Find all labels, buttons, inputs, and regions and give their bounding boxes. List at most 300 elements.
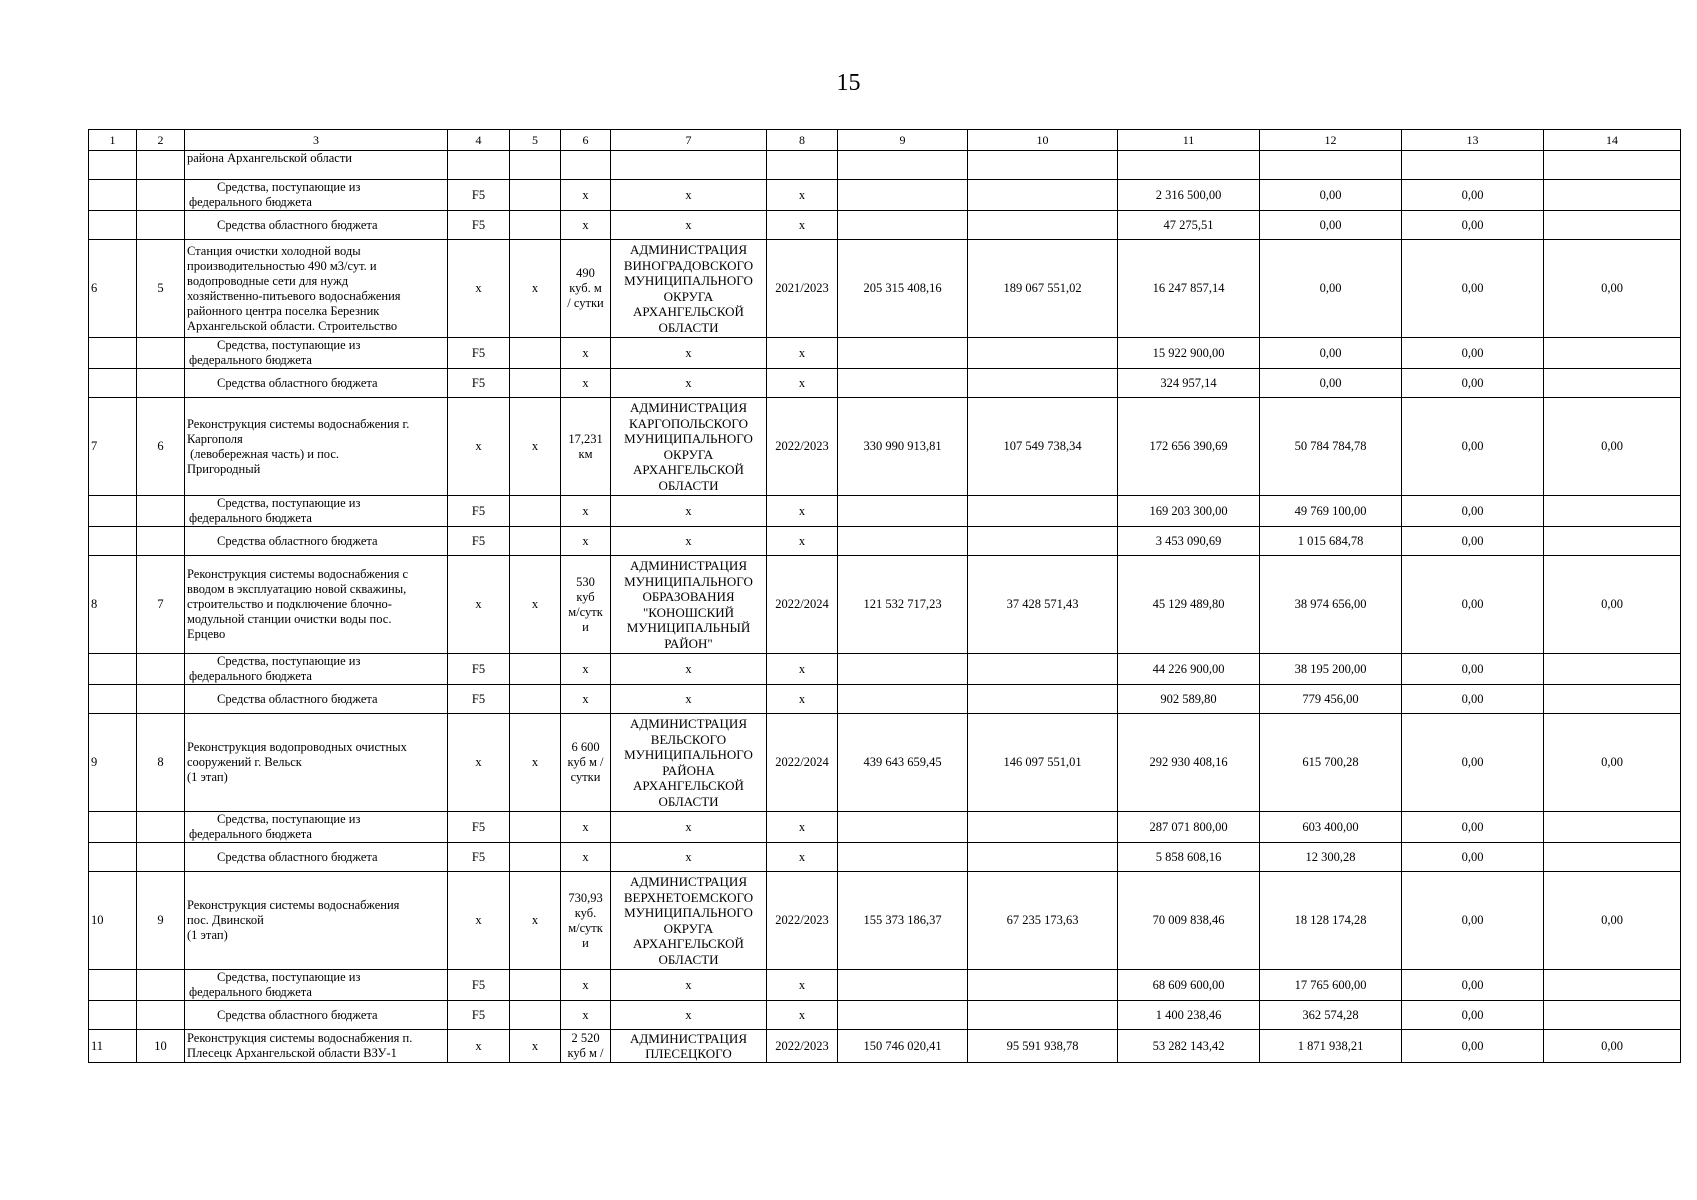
period: х	[767, 527, 838, 556]
row-number	[89, 338, 137, 369]
amount-col-12: 38 974 656,00	[1260, 556, 1402, 654]
object-name	[185, 398, 448, 496]
col-5	[510, 527, 561, 556]
amount-col-12: 1 015 684,78	[1260, 527, 1402, 556]
period: х	[767, 970, 838, 1001]
amount-col-11: 53 282 143,42	[1118, 1030, 1260, 1063]
object-name: Средства областного бюджета	[185, 527, 448, 556]
header-cell: 12	[1260, 130, 1402, 151]
object-name-line: Ерцево	[187, 627, 226, 641]
customer	[611, 240, 767, 338]
customer-line: ОКРУГА	[663, 288, 714, 304]
amount-col-14	[1544, 180, 1681, 211]
object-name-line: Каргополя	[187, 431, 243, 446]
amount-col-13: 0,00	[1402, 527, 1544, 556]
capacity: х	[561, 180, 611, 211]
amount-col-11: 3 453 090,69	[1118, 527, 1260, 556]
customer: х	[611, 843, 767, 872]
object-name-line: строительство и подключение блочно-	[187, 597, 392, 611]
amount-col-12: 615 700,28	[1260, 714, 1402, 812]
object-name	[185, 654, 448, 685]
amount-col-14	[1544, 843, 1681, 872]
customer	[611, 872, 767, 970]
customer-line: КАРГОПОЛЬСКОГО	[629, 415, 748, 431]
object-number: 8	[137, 714, 185, 812]
amount-col-11: 1 400 238,46	[1118, 1001, 1260, 1030]
total-cost	[838, 812, 968, 843]
total-cost: 439 643 659,45	[838, 714, 968, 812]
row-number	[89, 812, 137, 843]
amount-col-12: 0,00	[1260, 338, 1402, 369]
capacity: х	[561, 211, 611, 240]
amount-col-12: 18 128 174,28	[1260, 872, 1402, 970]
amount-col-13: 0,00	[1402, 556, 1544, 654]
amount-col-14	[1544, 527, 1681, 556]
amount-col-12: 38 195 200,00	[1260, 654, 1402, 685]
object-name-line: водопроводные сети для нужд	[187, 273, 349, 288]
object-name	[185, 556, 448, 654]
funding-source-label: Средства, поступающие из	[217, 654, 361, 668]
period: 2021/2023	[767, 240, 838, 338]
continuation-row	[89, 151, 1681, 180]
amount-col-13: 0,00	[1402, 338, 1544, 369]
object-number	[137, 211, 185, 240]
total-cost	[838, 496, 968, 527]
code: F5	[448, 812, 510, 843]
code: х	[448, 556, 510, 654]
code	[448, 151, 510, 180]
period: 2022/2023	[767, 398, 838, 496]
total-cost	[838, 369, 968, 398]
object-name-line: вводом в эксплуатацию новой скважины,	[187, 582, 407, 596]
customer-line: ВЕЛЬСКОГО	[650, 731, 727, 747]
col-5	[510, 685, 561, 714]
code: F5	[448, 496, 510, 527]
total-cost	[838, 843, 968, 872]
amount-col-13: 0,00	[1402, 496, 1544, 527]
row-number	[89, 843, 137, 872]
row-number	[89, 685, 137, 714]
total-cost: 121 532 717,23	[838, 556, 968, 654]
amount-col-14: 0,00	[1544, 398, 1681, 496]
object-number	[137, 369, 185, 398]
total-cost	[838, 654, 968, 685]
object-name: Средства областного бюджета	[185, 1001, 448, 1030]
amount-col-12: 12 300,28	[1260, 843, 1402, 872]
amount-col-11: 70 009 838,46	[1118, 872, 1260, 970]
amount-col-11	[1118, 151, 1260, 180]
amount-col-14	[1544, 496, 1681, 527]
object-name: Средства областного бюджета	[185, 685, 448, 714]
total-cost	[838, 685, 968, 714]
object-name-line: Реконструкция системы водоснабжения с	[187, 567, 409, 581]
object-number	[137, 527, 185, 556]
customer-line: ОБЛАСТИ	[658, 319, 719, 335]
customer: х	[611, 1001, 767, 1030]
row-number: 11	[89, 1030, 137, 1063]
amount-col-11: 324 957,14	[1118, 369, 1260, 398]
total-cost	[838, 211, 968, 240]
customer-line: ВЕРХНЕТОЕМСКОГО	[623, 889, 754, 905]
period: х	[767, 496, 838, 527]
amount-col-13: 0,00	[1402, 240, 1544, 338]
object-name-line: Станция очистки холодной воды	[187, 243, 361, 258]
previous-funding	[968, 151, 1118, 180]
col-5	[510, 654, 561, 685]
object-name-line: (1 этап)	[187, 928, 228, 942]
amount-col-13: 0,00	[1402, 1030, 1544, 1063]
amount-col-11: 902 589,80	[1118, 685, 1260, 714]
amount-col-11: 68 609 600,00	[1118, 970, 1260, 1001]
amount-col-13: 0,00	[1402, 812, 1544, 843]
total-cost	[838, 1001, 968, 1030]
capacity-line: сутки	[570, 770, 601, 784]
header-cell: 6	[561, 130, 611, 151]
code: х	[448, 872, 510, 970]
customer-line: ОБРАЗОВАНИЯ	[642, 589, 735, 604]
code: F5	[448, 654, 510, 685]
customer-line: МУНИЦИПАЛЬНОГО	[624, 905, 753, 920]
amount-col-12: 50 784 784,78	[1260, 398, 1402, 496]
customer-line: ВИНОГРАДОВСКОГО	[623, 257, 754, 273]
capacity: х	[561, 685, 611, 714]
capacity-line: м/сутк	[568, 920, 603, 935]
funding-source-label: федерального бюджета	[189, 511, 312, 525]
amount-col-11: 292 930 408,16	[1118, 714, 1260, 812]
object-name-line: (левобережная часть) и пос.	[187, 446, 340, 461]
previous-funding: 189 067 551,02	[968, 240, 1118, 338]
amount-col-14	[1544, 970, 1681, 1001]
capacity-line: км	[578, 446, 593, 461]
amount-col-11: 5 858 608,16	[1118, 843, 1260, 872]
customer	[611, 1030, 767, 1063]
previous-funding	[968, 843, 1118, 872]
col-5: х	[510, 240, 561, 338]
customer: х	[611, 180, 767, 211]
code: х	[448, 398, 510, 496]
object-number	[137, 151, 185, 180]
customer	[611, 556, 767, 654]
capacity-line: 530	[576, 574, 595, 589]
row-number	[89, 527, 137, 556]
customer-line: ОБЛАСТИ	[658, 951, 719, 967]
capacity: х	[561, 369, 611, 398]
header-row	[89, 130, 1681, 151]
customer-line: АДМИНИСТРАЦИЯ	[630, 242, 747, 257]
table-body	[89, 130, 1681, 1063]
amount-col-14	[1544, 338, 1681, 369]
customer-line: АРХАНГЕЛЬСКОЙ	[633, 304, 744, 319]
col-5	[510, 211, 561, 240]
col-5	[510, 843, 561, 872]
customer: х	[611, 527, 767, 556]
customer-line: ОКРУГА	[663, 920, 714, 936]
customer-line: РАЙОНА	[662, 762, 715, 778]
col-5	[510, 970, 561, 1001]
amount-col-12: 0,00	[1260, 240, 1402, 338]
customer-line: МУНИЦИПАЛЬНЫЙ	[626, 620, 751, 635]
amount-col-14	[1544, 151, 1681, 180]
period: х	[767, 685, 838, 714]
row-number	[89, 369, 137, 398]
object-name	[185, 812, 448, 843]
total-cost: 155 373 186,37	[838, 872, 968, 970]
period: х	[767, 843, 838, 872]
funding-source-row	[89, 180, 1681, 211]
funding-source-row	[89, 843, 1681, 872]
col-5	[510, 180, 561, 211]
object-name-line: производительностью 490 м3/сут. и	[187, 258, 377, 273]
customer-line: "КОНОШСКИЙ	[642, 604, 735, 620]
object-number: 6	[137, 398, 185, 496]
previous-funding	[968, 970, 1118, 1001]
period	[767, 151, 838, 180]
capacity: х	[561, 496, 611, 527]
period: х	[767, 812, 838, 843]
object-name: района Архангельской области	[185, 151, 448, 180]
object-name-line: сооружений г. Вельск	[187, 755, 302, 769]
customer	[611, 714, 767, 812]
object-name	[185, 180, 448, 211]
customer-line: АДМИНИСТРАЦИЯ	[630, 716, 747, 731]
capacity-line: 17,231	[568, 431, 603, 446]
amount-col-11: 169 203 300,00	[1118, 496, 1260, 527]
funding-source-label: Средства, поступающие из	[217, 970, 361, 984]
capacity	[561, 151, 611, 180]
header-cell: 4	[448, 130, 510, 151]
amount-col-12: 603 400,00	[1260, 812, 1402, 843]
customer-line: МУНИЦИПАЛЬНОГО	[624, 747, 753, 762]
amount-col-12: 0,00	[1260, 211, 1402, 240]
header-cell: 13	[1402, 130, 1544, 151]
customer: х	[611, 685, 767, 714]
header-cell: 7	[611, 130, 767, 151]
period: х	[767, 180, 838, 211]
amount-col-14: 0,00	[1544, 556, 1681, 654]
amount-col-12: 49 769 100,00	[1260, 496, 1402, 527]
row-number	[89, 1001, 137, 1030]
object-name-line: Плесецк Архангельской области ВЗУ-1	[187, 1046, 397, 1060]
period: 2022/2024	[767, 556, 838, 654]
funding-source-row	[89, 496, 1681, 527]
funding-source-label: Средства, поступающие из	[217, 338, 361, 352]
capacity: х	[561, 1001, 611, 1030]
total-cost	[838, 970, 968, 1001]
customer-line: ОБЛАСТИ	[658, 477, 719, 493]
header-cell: 3	[185, 130, 448, 151]
amount-col-13	[1402, 151, 1544, 180]
code: F5	[448, 1001, 510, 1030]
object-name-line: Пригородный	[187, 461, 261, 476]
budget-table	[88, 129, 1681, 1063]
object-number	[137, 1001, 185, 1030]
code: х	[448, 240, 510, 338]
header-cell: 10	[968, 130, 1118, 151]
previous-funding: 107 549 738,34	[968, 398, 1118, 496]
funding-source-row	[89, 1001, 1681, 1030]
object-name-line: пос. Двинской	[187, 913, 264, 927]
amount-col-14: 0,00	[1544, 714, 1681, 812]
customer: х	[611, 211, 767, 240]
amount-col-14	[1544, 812, 1681, 843]
code: х	[448, 1030, 510, 1063]
amount-col-11: 47 275,51	[1118, 211, 1260, 240]
customer: х	[611, 970, 767, 1001]
capacity: х	[561, 843, 611, 872]
period: х	[767, 1001, 838, 1030]
header-cell: 9	[838, 130, 968, 151]
funding-source-row	[89, 812, 1681, 843]
funding-source-row	[89, 527, 1681, 556]
previous-funding	[968, 369, 1118, 398]
capacity	[561, 240, 611, 338]
amount-col-12: 17 765 600,00	[1260, 970, 1402, 1001]
col-5	[510, 151, 561, 180]
project-row	[89, 714, 1681, 812]
col-5: х	[510, 872, 561, 970]
project-row	[89, 398, 1681, 496]
capacity-line: 2 520	[571, 1031, 600, 1045]
code: х	[448, 714, 510, 812]
header-cell: 5	[510, 130, 561, 151]
amount-col-11: 16 247 857,14	[1118, 240, 1260, 338]
object-name	[185, 1030, 448, 1063]
row-number: 8	[89, 556, 137, 654]
object-name	[185, 714, 448, 812]
previous-funding	[968, 685, 1118, 714]
object-name	[185, 970, 448, 1001]
customer: х	[611, 654, 767, 685]
project-row	[89, 1030, 1681, 1063]
total-cost	[838, 180, 968, 211]
customer-line: РАЙОН"	[664, 635, 713, 651]
customer-line: АДМИНИСТРАЦИЯ	[630, 1030, 747, 1046]
code: F5	[448, 685, 510, 714]
capacity-line: куб. м	[569, 281, 602, 295]
col-5: х	[510, 398, 561, 496]
funding-source-label: Средства, поступающие из	[217, 812, 361, 826]
previous-funding: 95 591 938,78	[968, 1030, 1118, 1063]
capacity	[561, 556, 611, 654]
page-number: 15	[836, 70, 861, 96]
funding-source-row	[89, 211, 1681, 240]
amount-col-12: 779 456,00	[1260, 685, 1402, 714]
funding-source-label: федерального бюджета	[189, 669, 312, 683]
object-name	[185, 496, 448, 527]
code: F5	[448, 527, 510, 556]
object-number: 7	[137, 556, 185, 654]
total-cost	[838, 527, 968, 556]
capacity: х	[561, 654, 611, 685]
object-name: Средства областного бюджета	[185, 211, 448, 240]
previous-funding	[968, 180, 1118, 211]
project-row	[89, 872, 1681, 970]
col-5	[510, 812, 561, 843]
col-5	[510, 338, 561, 369]
period: х	[767, 654, 838, 685]
amount-col-11: 45 129 489,80	[1118, 556, 1260, 654]
row-number	[89, 211, 137, 240]
customer-line: ОБЛАСТИ	[658, 793, 719, 809]
code: F5	[448, 970, 510, 1001]
previous-funding	[968, 338, 1118, 369]
previous-funding: 37 428 571,43	[968, 556, 1118, 654]
col-5: х	[510, 714, 561, 812]
header-cell: 2	[137, 130, 185, 151]
amount-col-14	[1544, 1001, 1681, 1030]
project-row	[89, 556, 1681, 654]
period: 2022/2023	[767, 872, 838, 970]
customer: х	[611, 369, 767, 398]
object-number	[137, 812, 185, 843]
capacity-line: м/сутк	[568, 604, 603, 619]
capacity	[561, 714, 611, 812]
object-number: 10	[137, 1030, 185, 1063]
object-name-line: Реконструкция системы водоснабжения г.	[187, 416, 410, 431]
object-number	[137, 180, 185, 211]
previous-funding: 146 097 551,01	[968, 714, 1118, 812]
col-5: х	[510, 1030, 561, 1063]
customer-line: МУНИЦИПАЛЬНОГО	[624, 573, 753, 589]
object-number	[137, 338, 185, 369]
object-number	[137, 654, 185, 685]
amount-col-14	[1544, 211, 1681, 240]
capacity-line: 490	[576, 266, 595, 280]
amount-col-13: 0,00	[1402, 970, 1544, 1001]
col-5	[510, 1001, 561, 1030]
customer-line: ПЛЕСЕЦКОГО	[645, 1046, 732, 1061]
previous-funding	[968, 527, 1118, 556]
object-name-line: (1 этап)	[187, 770, 228, 784]
project-row	[89, 240, 1681, 338]
customer-line: АДМИНИСТРАЦИЯ	[630, 874, 747, 889]
row-number	[89, 654, 137, 685]
previous-funding	[968, 1001, 1118, 1030]
total-cost: 150 746 020,41	[838, 1030, 968, 1063]
capacity-line: и	[582, 619, 589, 634]
amount-col-14: 0,00	[1544, 240, 1681, 338]
object-number	[137, 843, 185, 872]
object-name-line: Архангельской области. Строительство	[187, 318, 398, 333]
object-number	[137, 970, 185, 1001]
object-name-line: модульной станции очистки воды пос.	[187, 612, 392, 626]
code: F5	[448, 338, 510, 369]
period: 2022/2024	[767, 714, 838, 812]
amount-col-13: 0,00	[1402, 714, 1544, 812]
row-number	[89, 151, 137, 180]
object-number	[137, 685, 185, 714]
total-cost: 205 315 408,16	[838, 240, 968, 338]
period: х	[767, 211, 838, 240]
amount-col-11: 287 071 800,00	[1118, 812, 1260, 843]
amount-col-14: 0,00	[1544, 872, 1681, 970]
capacity	[561, 1030, 611, 1063]
customer	[611, 398, 767, 496]
object-name-line: Реконструкция системы водоснабжения п.	[187, 1031, 413, 1045]
amount-col-12: 0,00	[1260, 369, 1402, 398]
funding-source-label: федерального бюджета	[189, 353, 312, 367]
amount-col-12: 1 871 938,21	[1260, 1030, 1402, 1063]
row-number	[89, 970, 137, 1001]
customer-line: АРХАНГЕЛЬСКОЙ	[633, 936, 744, 951]
amount-col-11: 44 226 900,00	[1118, 654, 1260, 685]
amount-col-12: 0,00	[1260, 180, 1402, 211]
code: F5	[448, 211, 510, 240]
object-name: Средства областного бюджета	[185, 369, 448, 398]
capacity-line: куб м /	[567, 755, 604, 769]
object-name-line: районного центра поселка Березник	[187, 303, 380, 318]
object-name	[185, 872, 448, 970]
